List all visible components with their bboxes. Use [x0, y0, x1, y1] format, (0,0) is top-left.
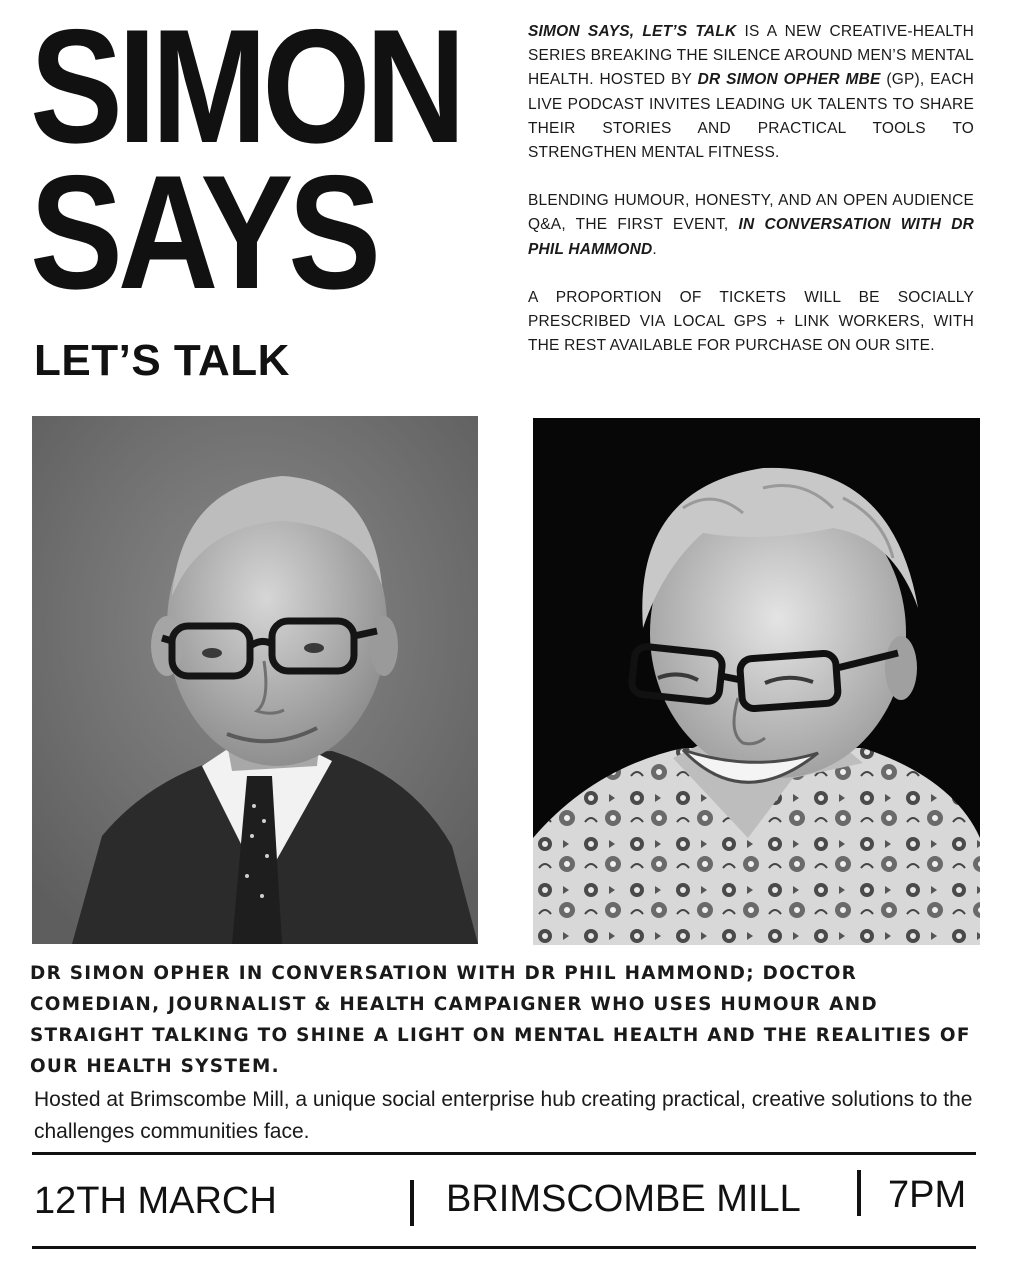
portrait-simon-opher-image — [32, 416, 478, 944]
event-time: 7PM — [888, 1174, 967, 1216]
footer-divider-top — [32, 1152, 976, 1155]
intro-p2-text: BLENDING HUMOUR, HONESTY, AND AN OPEN AUDIENCE Q&A, THE FIRST EVENT, — [528, 192, 974, 234]
venue-description: Hosted at Brimscombe Mill, a unique social enterprise hub creating practical, creative solutions to the challenges communities face. — [34, 1088, 973, 1143]
footer-separator — [410, 1180, 414, 1226]
footer-separator — [857, 1170, 861, 1216]
intro-text — [528, 20, 974, 382]
portrait-simon-opher — [32, 416, 478, 944]
event-name: IN CONVERSATION WITH DR PHIL HAMMOND — [528, 216, 974, 258]
subtitle-lets-talk: LET’S TALK — [34, 336, 290, 385]
footer-divider-bottom — [32, 1246, 976, 1249]
intro-paragraph-2 — [528, 189, 974, 262]
intro-paragraph-3: A PROPORTION OF TICKETS WILL BE SOCIALLY PRESCRIBED VIA LOCAL GPS + LINK WORKERS, WITH THE REST AVAILABLE FOR PURCHASE ON OUR SITE. — [528, 288, 974, 355]
event-venue: BRIMSCOMBE MILL — [446, 1178, 801, 1220]
portrait-phil-hammond — [533, 418, 980, 945]
intro-p1-text: IS A NEW CREATIVE-HEALTH SERIES BREAKING THE SILENCE AROUND MEN’S MENTAL HEALTH. HOSTED BY — [528, 23, 974, 89]
event-date: 12TH MARCH — [34, 1180, 277, 1222]
event-title — [30, 0, 490, 323]
title-says: SAYS — [30, 142, 376, 323]
portrait-phil-hammond-image — [533, 418, 980, 945]
host-name: DR SIMON OPHER MBE — [697, 71, 881, 89]
series-name: SIMON SAYS, LET’S TALK — [528, 23, 737, 40]
intro-p2-text-end: . — [652, 240, 657, 258]
event-caption: DR SIMON OPHER IN CONVERSATION WITH DR PHIL HAMMOND; DOCTOR COMEDIAN, JOURNALIST & HEALTH CAMPAIGNER WHO USES HUMOUR AND STRAIGHT TALKING TO SHINE A LIGHT ON MENTAL HEALTH AND THE REALITIES OF OUR HEALTH SYSTEM. — [30, 963, 971, 1077]
title-simon: SIMON — [30, 0, 461, 177]
intro-paragraph-1 — [528, 20, 974, 165]
intro-p1-text-end: (GP), EACH LIVE PODCAST INVITES LEADING UK TALENTS TO SHARE THEIR STORIES AND PRACTICAL TOOLS TO STRENGTHEN MENTAL FITNESS. — [528, 71, 974, 162]
